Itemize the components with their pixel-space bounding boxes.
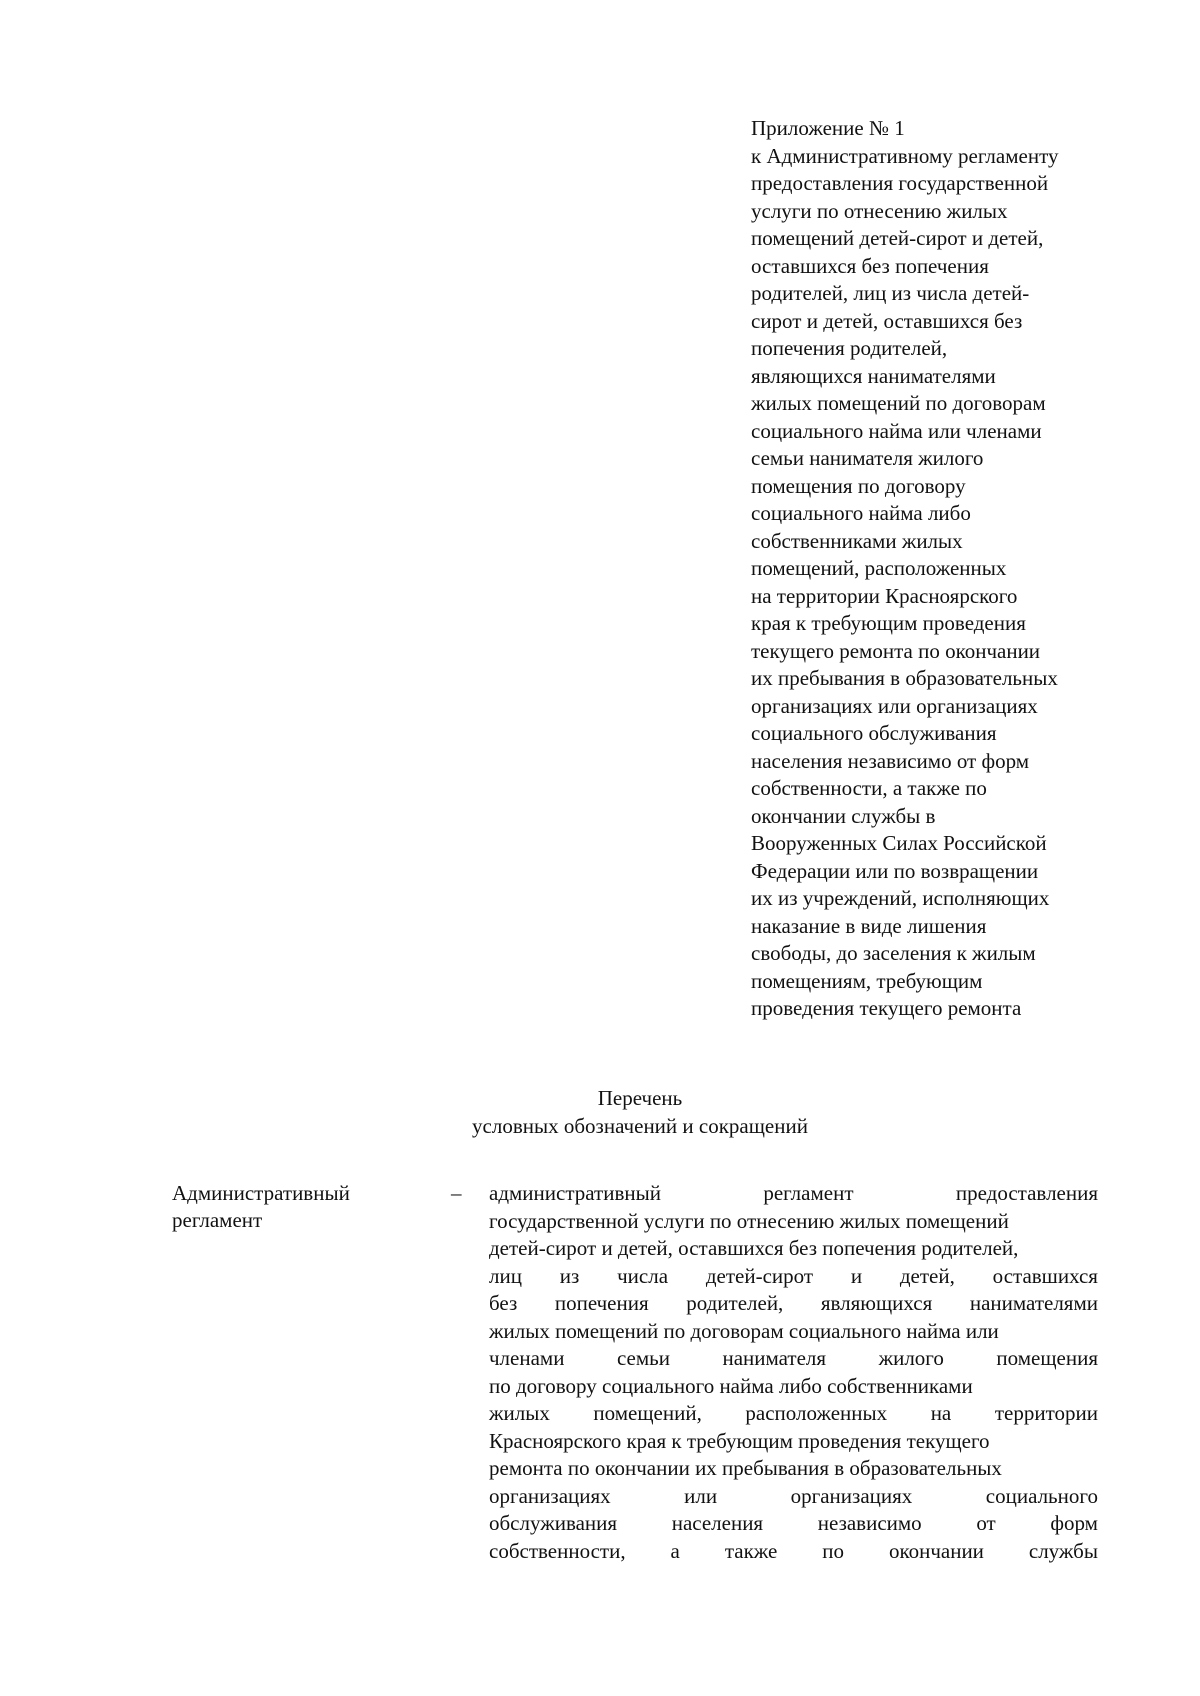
- appendix-header: [751, 115, 1151, 1023]
- definition-line: [489, 1400, 1098, 1428]
- appendix-line: Вооруженных Силах Российской: [751, 831, 1047, 855]
- appendix-line: попечения родителей,: [751, 336, 948, 360]
- definition-line: [489, 1455, 1098, 1483]
- definition-word: жилых: [489, 1401, 550, 1425]
- appendix-line: предоставления государственной: [751, 171, 1049, 195]
- definition-word: на: [930, 1401, 952, 1425]
- appendix-line: помещений детей-сирот и детей,: [751, 226, 1044, 250]
- appendix-line: их пребывания в образовательных: [751, 666, 1058, 690]
- definition-word: семьи: [616, 1346, 670, 1370]
- definition-word: нанимателя: [722, 1346, 827, 1370]
- definition-word: детей-сирот: [705, 1263, 814, 1288]
- definition-line: [489, 1290, 1098, 1318]
- definition-word: населения: [671, 1511, 764, 1535]
- definition-word: независимо: [817, 1511, 922, 1535]
- definition-word: форм: [1050, 1511, 1098, 1535]
- definition-word: по договору социального найма либо собственниками: [489, 1373, 973, 1398]
- definition-word: организациях: [790, 1483, 913, 1508]
- term: [172, 1180, 412, 1234]
- definition-word: по: [822, 1538, 845, 1563]
- term-definition: [489, 1180, 1098, 1565]
- appendix-line: свободы, до заселения к жилым: [751, 941, 1036, 965]
- appendix-line: собственности, а также по: [751, 776, 987, 800]
- appendix-line: собственниками жилых: [751, 528, 963, 553]
- appendix-line: родителей, лиц из числа детей-: [751, 281, 1030, 305]
- definition-word: попечения: [554, 1291, 649, 1315]
- term-line: регламент: [172, 1208, 263, 1232]
- appendix-line: сирот и детей, оставшихся без: [751, 308, 1023, 333]
- definition-word: детей,: [899, 1263, 955, 1288]
- appendix-line: окончании службы в: [751, 803, 936, 828]
- appendix-line: наказание в виде лишения: [751, 913, 987, 938]
- appendix-line: текущего ремонта по окончании: [751, 638, 1041, 663]
- appendix-line: оставшихся без попечения: [751, 253, 989, 278]
- definition-line: [489, 1318, 1098, 1346]
- definition-word: организациях: [489, 1483, 611, 1508]
- definition-word: числа: [617, 1263, 669, 1288]
- definition-line: [489, 1345, 1098, 1373]
- definition-word: оставшихся: [992, 1263, 1098, 1288]
- appendix-line: организациях или организациях: [751, 693, 1038, 718]
- definition-line: [489, 1428, 1098, 1456]
- definition-word: также: [724, 1538, 778, 1563]
- definition-word: из: [559, 1263, 580, 1288]
- appendix-line: социального найма либо: [751, 501, 971, 525]
- definition-word: окончании: [888, 1538, 984, 1563]
- definition-word: территории: [994, 1401, 1098, 1425]
- definition-line: [489, 1373, 1098, 1401]
- definition-line: [489, 1538, 1098, 1566]
- definition-word: от: [976, 1511, 996, 1535]
- definition-word: а: [670, 1538, 680, 1563]
- definition-word: административный: [489, 1181, 661, 1205]
- definition-word: родителей,: [686, 1291, 784, 1315]
- definition-word: социального: [985, 1483, 1098, 1508]
- appendix-line: являющихся нанимателями: [751, 363, 996, 388]
- definition-word: жилых помещений по договорам социального найма или: [489, 1318, 999, 1343]
- appendix-line: края к требующим проведения: [751, 611, 1026, 635]
- list-heading: [300, 1085, 980, 1140]
- definition-word: службы: [1028, 1538, 1098, 1563]
- definition-word: обслуживания: [489, 1511, 618, 1535]
- definition-word: лиц: [489, 1263, 522, 1288]
- definition-word: предоставления: [955, 1181, 1098, 1205]
- definition-word: или: [684, 1483, 718, 1508]
- definition-word: без: [489, 1291, 518, 1315]
- appendix-line: Федерации или по возвращении: [751, 858, 1039, 883]
- definition-word: являющихся: [820, 1291, 933, 1315]
- definition-line: [489, 1510, 1098, 1538]
- appendix-line: помещениям, требующим: [751, 968, 983, 993]
- appendix-line: социального обслуживания: [751, 721, 997, 745]
- definition-line: [489, 1263, 1098, 1291]
- term-line: Административный: [172, 1181, 350, 1205]
- definition-word: регламент: [763, 1181, 854, 1205]
- appendix-line: помещения по договору: [751, 473, 966, 498]
- definition-line: [489, 1208, 1098, 1236]
- appendix-line: семьи нанимателя жилого: [751, 446, 984, 470]
- definition-word: помещения: [996, 1346, 1098, 1370]
- appendix-line: к Административному регламенту: [751, 143, 1059, 168]
- definition-line: [489, 1483, 1098, 1511]
- list-title: Перечень: [597, 1086, 683, 1110]
- appendix-line: услуги по отнесению жилых: [751, 198, 1008, 223]
- definition-word: государственной услуги по отнесению жилых помещений: [489, 1208, 1009, 1233]
- definition-word: помещений,: [593, 1401, 702, 1425]
- definition-word: Красноярского края к требующим проведения текущего: [489, 1428, 990, 1453]
- appendix-line: социального найма или членами: [751, 418, 1042, 443]
- list-subtitle: условных обозначений и сокращений: [472, 1113, 808, 1138]
- definition-word: расположенных: [745, 1401, 888, 1425]
- definition-word: детей-сирот и детей, оставшихся без попечения родителей,: [489, 1236, 1019, 1260]
- definition-word: собственности,: [489, 1538, 626, 1563]
- appendix-line: населения независимо от форм: [751, 748, 1030, 773]
- definition-word: членами: [489, 1346, 565, 1370]
- definition-line: [489, 1235, 1098, 1263]
- term-dash: –: [451, 1181, 462, 1205]
- appendix-line: проведения текущего ремонта: [751, 996, 1022, 1020]
- definition-word: ремонта по окончании их пребывания в образовательных: [489, 1456, 1002, 1480]
- appendix-line: на территории Красноярского: [751, 583, 1018, 608]
- definition-word: нанимателями: [969, 1291, 1098, 1315]
- definition-word: и: [850, 1263, 863, 1288]
- appendix-line: помещений, расположенных: [751, 556, 1007, 580]
- definition-line: [489, 1180, 1098, 1208]
- definition-word: жилого: [878, 1346, 944, 1370]
- appendix-line: Приложение № 1: [751, 116, 905, 140]
- appendix-line: жилых помещений по договорам: [751, 391, 1046, 415]
- appendix-line: их из учреждений, исполняющих: [751, 886, 1050, 910]
